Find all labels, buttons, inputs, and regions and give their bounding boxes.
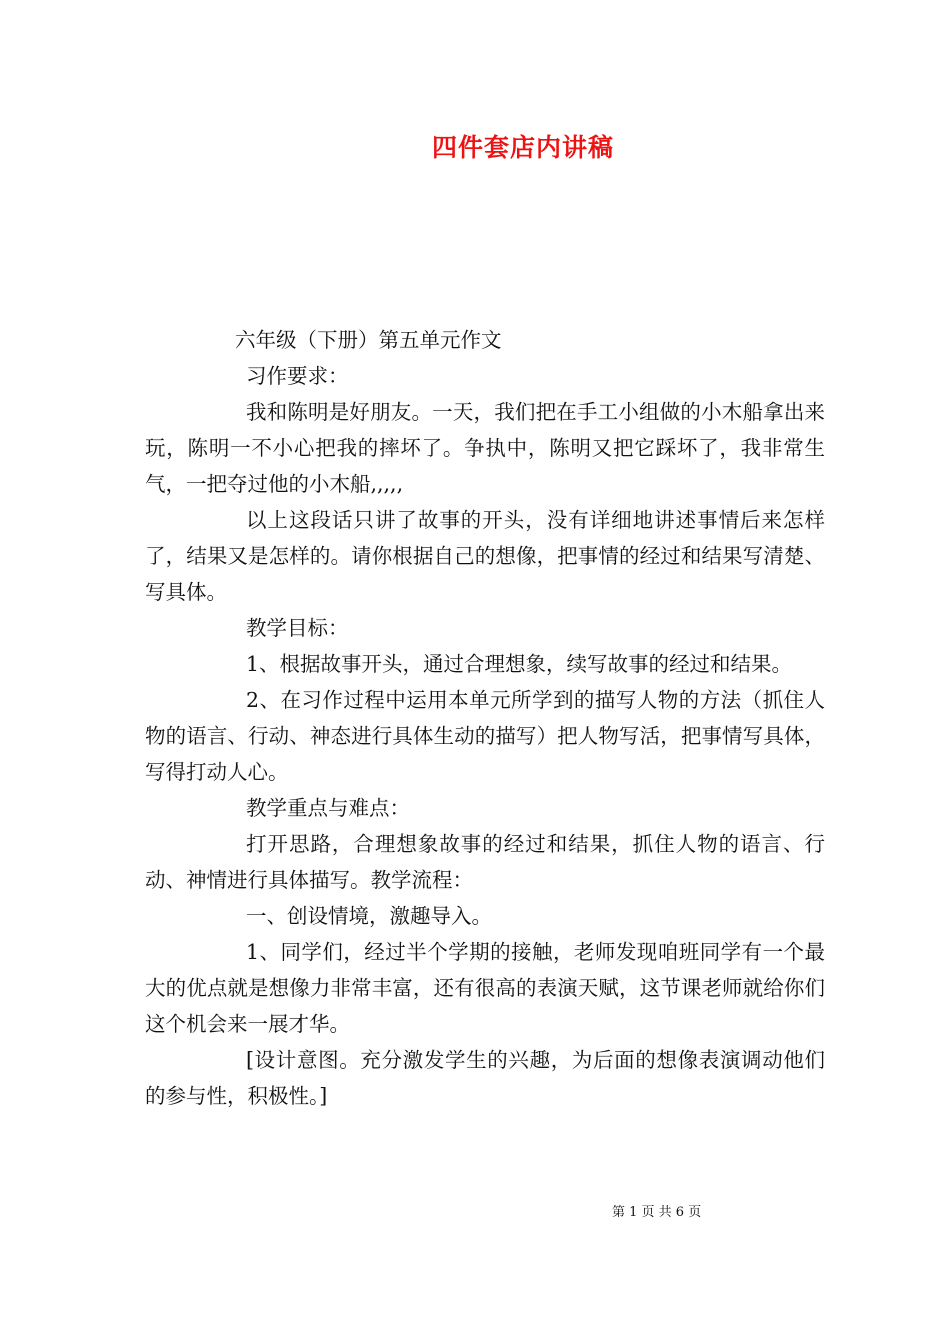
paragraph-task-description: 以上这段话只讲了故事的开头，没有详细地讲述事情后来怎样了，结果又是怎样的。请你根据自己的想像，把事情的经过和结果写清楚、写具体。 (145, 508, 825, 604)
paragraph-goal-1: 1、根据故事开头，通过合理想象，续写故事的经过和结果。 (246, 652, 793, 676)
paragraph-story-opening: 我和陈明是好朋友。一天，我们把在手工小组做的小木船拿出来玩，陈明一不小心把我的摔坏了。争执中，陈明又把它踩坏了，我非常生气，一把夺过他的小木船,,,,, (145, 400, 825, 496)
document-body (145, 322, 825, 1114)
paragraph-goal-2: 2、在习作过程中运用本单元所学到的描写人物的方法（抓住人物的语言、行动、神态进行具体生动的描写）把人物写活，把事情写具体，写得打动人心。 (145, 688, 825, 784)
paragraph-unit-heading: 六年级（下册）第五单元作文 (235, 328, 502, 352)
paragraph-requirements-heading: 习作要求： (246, 364, 349, 388)
page-number-footer: 第 1 页 共 6 页 (612, 1205, 702, 1220)
paragraph-step-1-heading: 一、创设情境，激趣导入。 (246, 904, 492, 928)
paragraph-goals-heading: 教学目标： (246, 616, 349, 640)
paragraph-step-1-detail: 1、同学们，经过半个学期的接触，老师发现咱班同学有一个最大的优点就是想像力非常丰富，还有很高的表演天赋，这节课老师就给你们这个机会来一展才华。 (145, 940, 825, 1036)
paragraph-focus-heading: 教学重点与难点： (246, 796, 410, 820)
paragraph-focus-detail: 打开思路，合理想象故事的经过和结果，抓住人物的语言、行动、神情进行具体描写。教学流程： (145, 832, 825, 892)
paragraph-design-intent: [设计意图。充分激发学生的兴趣，为后面的想像表演调动他们的参与性，积极性。] (145, 1048, 825, 1108)
document-title: 四件套店内讲稿 (431, 133, 614, 162)
